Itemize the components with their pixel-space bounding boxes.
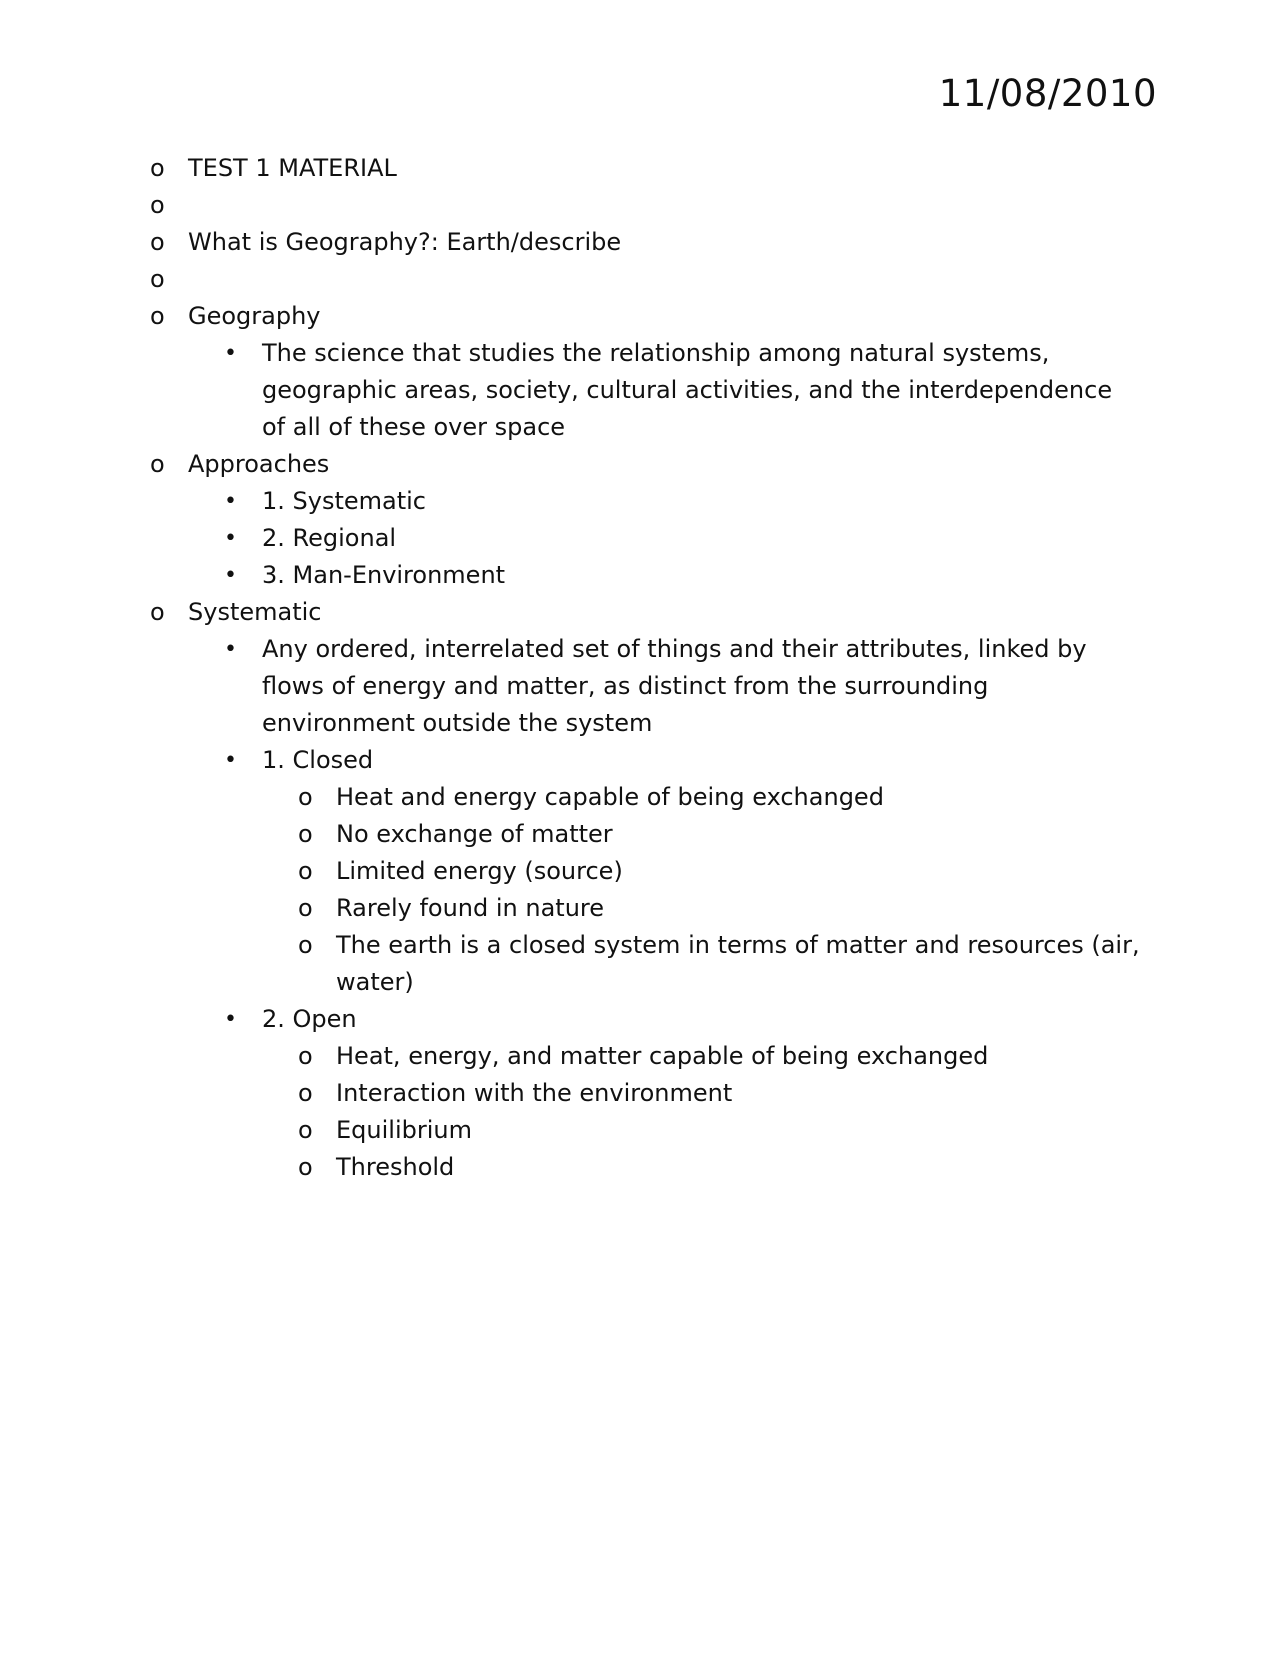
bullet-icon: • [224, 637, 237, 662]
outline-subitem-systematic-definition [150, 631, 1140, 742]
outline-text: 2. Regional [262, 524, 397, 552]
circle-bullet-icon: o [298, 1116, 313, 1144]
circle-bullet-icon: o [298, 894, 313, 922]
outline-text: Interaction with the environment [336, 1079, 733, 1107]
circle-bullet-icon: o [150, 265, 165, 293]
outline-subsubitem-open [150, 1038, 1140, 1075]
outline-text: Limited energy (source) [336, 857, 623, 885]
outline-text: What is Geography?: Earth/describe [188, 228, 622, 256]
circle-bullet-icon: o [298, 1042, 313, 1070]
circle-bullet-icon: o [298, 1153, 313, 1181]
outline-subitem-geography-definition [150, 335, 1140, 446]
outline-text: 3. Man-Environment [262, 561, 506, 589]
outline-subsubitem-closed [150, 853, 1140, 890]
outline-text: TEST 1 MATERIAL [188, 154, 397, 182]
circle-bullet-icon: o [298, 783, 313, 811]
outline-subsubitem-closed [150, 816, 1140, 853]
circle-bullet-icon: o [150, 154, 165, 182]
circle-bullet-icon: o [298, 820, 313, 848]
bullet-icon: • [224, 1007, 237, 1032]
outline-subitem-approach [150, 483, 1140, 520]
outline-subsubitem-open [150, 1112, 1140, 1149]
outline-item-test-title [150, 150, 1140, 187]
outline-subsubitem-open [150, 1075, 1140, 1112]
bullet-icon: • [224, 489, 237, 514]
outline-subsubitem-open [150, 1149, 1140, 1186]
outline-item-approaches [150, 446, 1140, 483]
outline-subsubitem-closed [150, 927, 1140, 1001]
outline-text: Heat and energy capable of being exchanged [336, 783, 884, 811]
outline-item-empty [150, 261, 1140, 298]
circle-bullet-icon: o [150, 450, 165, 478]
bullet-icon: • [224, 341, 237, 366]
outline-text: Any ordered, interrelated set of things and their attributes, linked by flows of energy and matter, as distinct from the surrounding environment outside the system [262, 635, 1087, 737]
outline-text: Threshold [336, 1153, 455, 1181]
circle-bullet-icon: o [298, 1079, 313, 1107]
circle-bullet-icon: o [150, 598, 165, 626]
outline-subsubitem-closed [150, 779, 1140, 816]
outline-item-geography [150, 298, 1140, 335]
outline-text: 2. Open [262, 1005, 357, 1033]
outline-item-what-is-geography [150, 224, 1140, 261]
bullet-icon: • [224, 748, 237, 773]
outline-subitem-open [150, 1001, 1140, 1038]
outline-text: Heat, energy, and matter capable of being exchanged [336, 1042, 989, 1070]
outline-heading: Approaches [188, 450, 330, 478]
notes-outline [150, 150, 1140, 1186]
outline-item-systematic [150, 594, 1140, 631]
outline-text: Equilibrium [336, 1116, 472, 1144]
outline-text: 1. Closed [262, 746, 374, 774]
circle-bullet-icon: o [150, 302, 165, 330]
bullet-icon: • [224, 563, 237, 588]
circle-bullet-icon: o [150, 191, 165, 219]
outline-subitem-approach [150, 557, 1140, 594]
outline-text: The earth is a closed system in terms of matter and resources (air, water) [336, 931, 1140, 996]
outline-text: Rarely found in nature [336, 894, 605, 922]
outline-text: 1. Systematic [262, 487, 427, 515]
circle-bullet-icon: o [298, 931, 313, 959]
document-date: 11/08/2010 [938, 72, 1157, 115]
outline-text: The science that studies the relationship among natural systems, geographic areas, society, cultural activities, and the interdependence of all of these over space [262, 339, 1113, 441]
circle-bullet-icon: o [150, 228, 165, 256]
outline-heading: Systematic [188, 598, 322, 626]
outline-text: No exchange of matter [336, 820, 613, 848]
outline-subsubitem-closed [150, 890, 1140, 927]
outline-subitem-approach [150, 520, 1140, 557]
circle-bullet-icon: o [298, 857, 313, 885]
outline-heading: Geography [188, 302, 321, 330]
outline-subitem-closed [150, 742, 1140, 779]
outline-item-empty [150, 187, 1140, 224]
bullet-icon: • [224, 526, 237, 551]
